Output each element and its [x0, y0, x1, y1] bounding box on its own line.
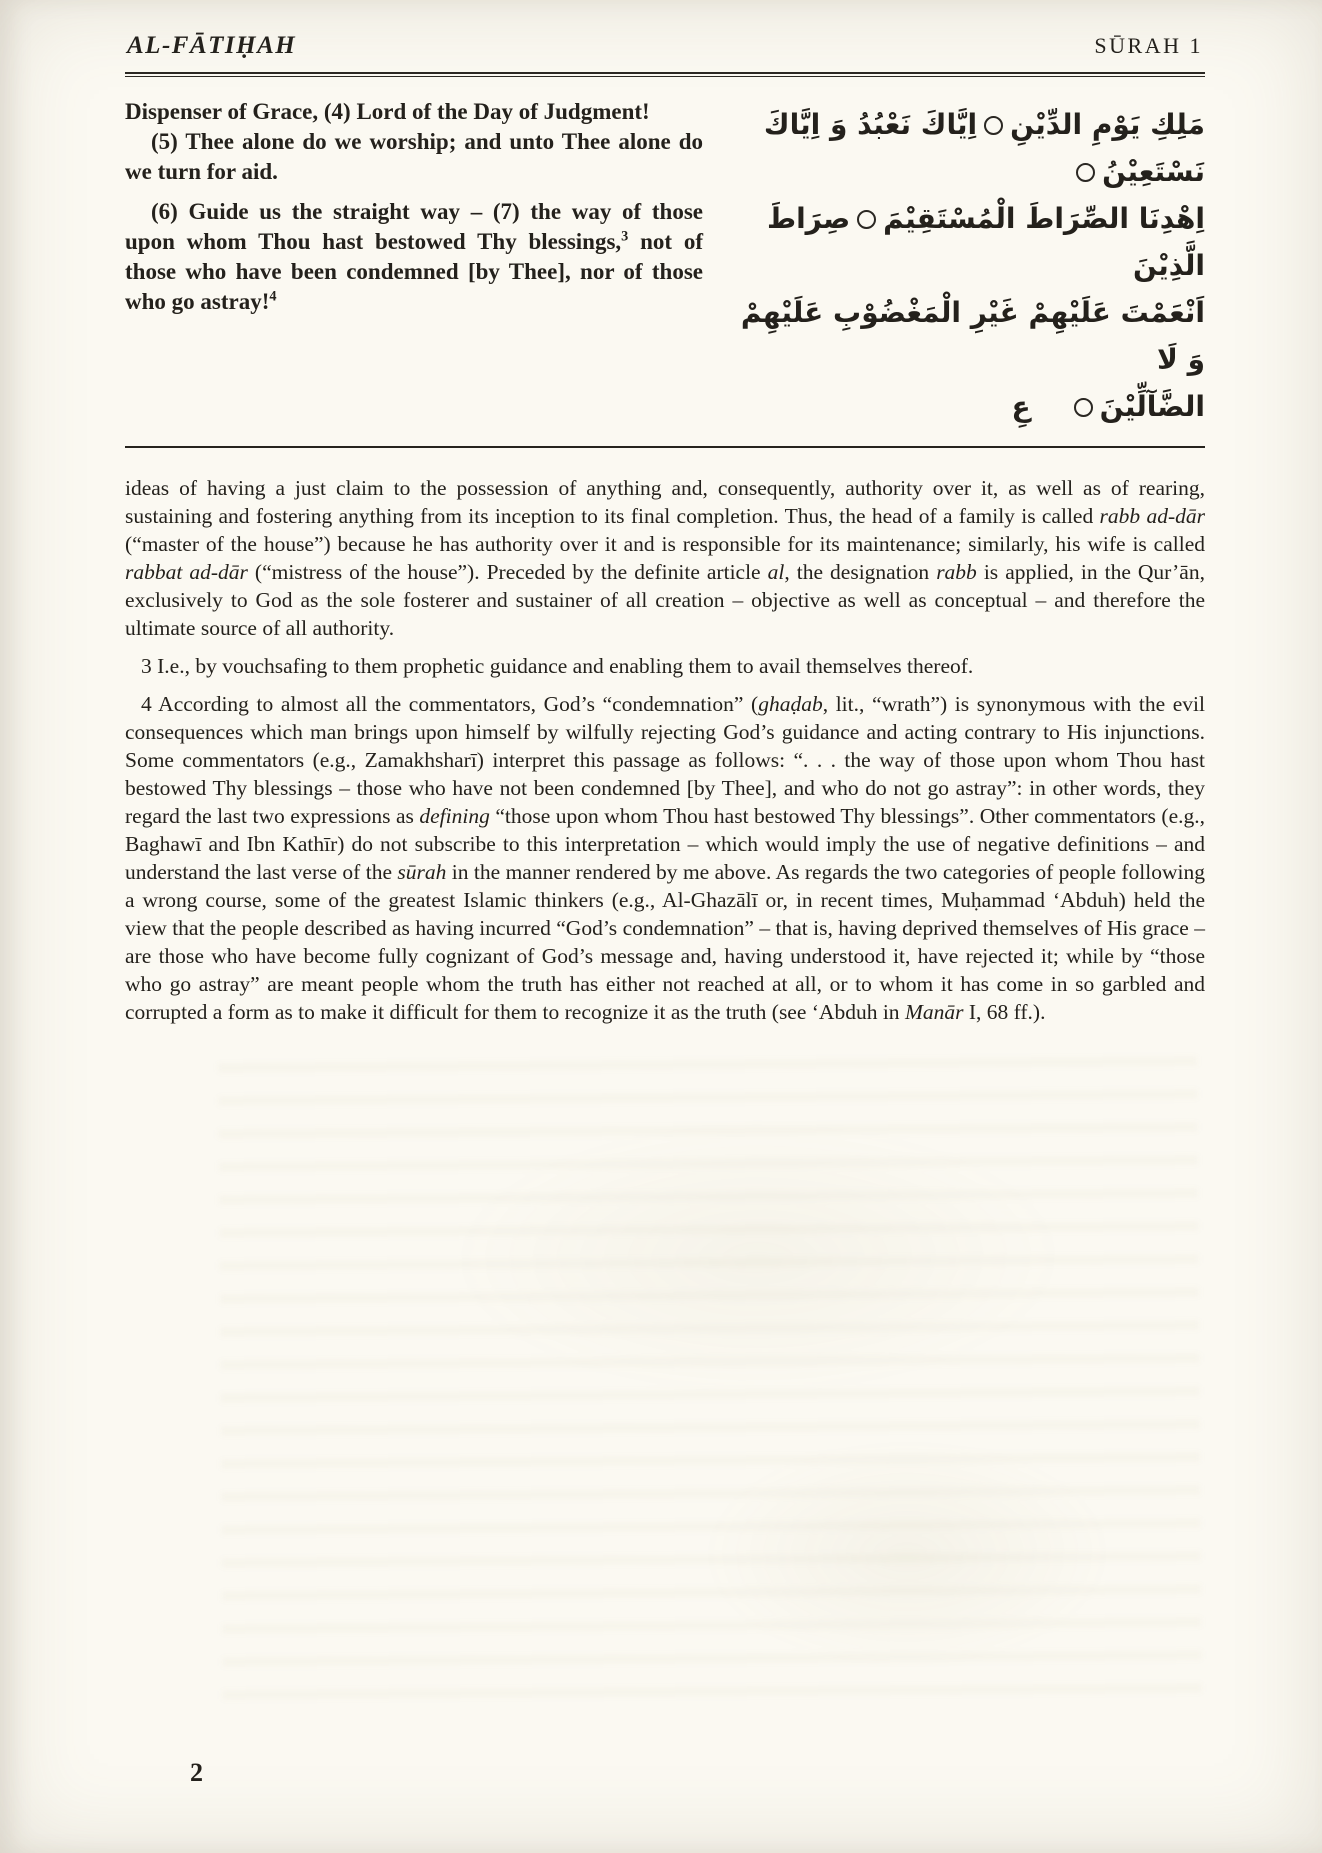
text-segment: , the designation	[784, 560, 937, 584]
reverse-page-showthrough	[218, 1057, 1203, 1724]
text-segment: 3 I.e., by vouchsafing to them prophetic guidance and enabling them to avail themselves thereof.	[141, 654, 974, 678]
text-segment: مَلِكِ يَوْمِ الدِّيْنِ	[1010, 108, 1205, 141]
surah-number-label: SŪRAH 1	[1094, 33, 1203, 58]
running-header	[125, 26, 1205, 72]
text-segment: اِيَّاكَ نَعْبُدُ وَ اِيَّاكَ	[763, 108, 978, 141]
footnote-ref: 4	[269, 288, 277, 305]
text-segment: ideas of having a just claim to the possession of anything and, consequently, authority over it, as well as of rearing, sustaining and fostering anything from its inception to its final completion. Thus, the head of a family is called	[125, 476, 1205, 528]
text-segment: , lit., “wrath”) is synonymous with the evil consequences which man brings upon himself by wilfully rejecting God’s guidance and acting contrary to His injunctions. Some commentators (e.g., Zamakhsharī) interpret this passage as follows: “. . . the way of those upon whom Thou hast bestowed Thy blessings – those who have not been condemned [by Thee], and who do not go astray”: in other words, they regard the last two expressions as	[125, 692, 1205, 828]
arabic-verse-line	[719, 195, 1205, 289]
surah-name-title: AL-FĀTIḤAH	[127, 32, 297, 59]
arabic-verse-line	[719, 101, 1205, 148]
text-segment: rabbat ad-dār	[125, 560, 248, 584]
arabic-verse-line	[719, 383, 1205, 430]
page-number: 2	[190, 1758, 203, 1787]
text-segment: عِ	[1011, 390, 1031, 423]
text-segment: نَسْتَعِيْنُ	[1102, 155, 1205, 188]
text-segment: (5) Thee alone do we worship; and unto Thee alone do we turn for aid.	[125, 129, 703, 184]
header-rule	[125, 72, 1205, 77]
translation-paragraph	[125, 197, 703, 317]
text-segment: (6) Guide us the straight way – (7) the way of those upon whom Thou hast bestowed Thy blessings,	[125, 199, 703, 254]
arabic-verse-line	[719, 289, 1205, 383]
text-segment: الضَّآلِّيْنَ	[1099, 390, 1205, 423]
text-segment: in the manner rendered by me above. As regards the two categories of people following a wrong course, some of the greatest Islamic thinkers (e.g., Al-Ghazālī or, in recent times, Muḥammad ‘Abduh) held the view that the people described as having incurred “God’s condemnation” – that is, having deprived themselves of His grace – are those who have become fully cognizant of God’s message and, having understood it, have rejected it; while by “those who go astray” are meant people whom the truth has either not reached at all, or to whom it has come in so garbled and corrupted a form as to make it difficult for them to recognize it as the truth (see ‘Abduh in	[125, 860, 1205, 1024]
text-segment: is applied, in the Qur’ān, exclusively to God as the sole fosterer and sustainer of all creation – objective as well as conceptual – and therefore the ultimate source of all authority.	[125, 560, 1205, 640]
text-segment: (“master of the house”) because he has authority over it and is responsible for its maintenance; similarly, his wife is called	[125, 532, 1205, 556]
footnotes-section	[125, 474, 1205, 1026]
translation-paragraph	[125, 97, 703, 127]
ayah-end-marker	[984, 116, 1003, 135]
footnote-paragraph	[125, 690, 1205, 1026]
footnote-divider-rule	[125, 446, 1205, 448]
text-segment: rabb ad-dār	[1099, 504, 1205, 528]
text-segment: not of those who have been condemned [by Thee], nor of those who go astray!	[125, 229, 703, 314]
text-segment: “those upon whom Thou hast bestowed Thy blessings”. Other commentators (e.g., Baghawī and Ibn Kathīr) do not subscribe to this interpretation – which would imply the use of negative definitions – and understand the last verse of the	[125, 804, 1205, 884]
text-segment: اَنْعَمْتَ عَلَيْهِمْ غَيْرِ الْمَغْضُوْبِ عَلَيْهِمْ وَ لَا	[740, 296, 1205, 376]
footnote-ref: 3	[621, 228, 629, 245]
text-segment: Dispenser of Grace, (4) Lord of the Day of Judgment!	[125, 99, 650, 124]
footnote-paragraph	[125, 474, 1205, 642]
ayah-end-marker	[1076, 163, 1095, 182]
text-segment: Manār	[904, 1000, 964, 1024]
english-translation-column	[125, 97, 703, 430]
text-segment: اِهْدِنَا الصِّرَاطَ الْمُسْتَقِيْمَ	[883, 202, 1205, 235]
ayah-end-marker	[1074, 398, 1093, 417]
footnote-paragraph	[125, 652, 1205, 680]
ayah-end-marker	[857, 210, 876, 229]
text-segment: al	[767, 560, 785, 584]
arabic-verse-line	[719, 148, 1205, 195]
text-segment: 4 According to almost all the commentators, God’s “condemnation” (	[141, 692, 759, 716]
text-segment: ghaḍab	[758, 692, 823, 716]
text-segment: sūrah	[397, 860, 447, 884]
verse-block	[125, 97, 1205, 430]
arabic-verse-column	[719, 97, 1205, 430]
translation-paragraph	[125, 127, 703, 187]
text-segment: I, 68 ff.).	[963, 1000, 1046, 1024]
text-segment: defining	[419, 804, 490, 828]
text-segment: صِرَاطَ الَّذِيْنَ	[766, 202, 1205, 282]
text-segment: rabb	[936, 560, 977, 584]
text-segment: (“mistress of the house”). Preceded by the definite article	[247, 560, 768, 584]
